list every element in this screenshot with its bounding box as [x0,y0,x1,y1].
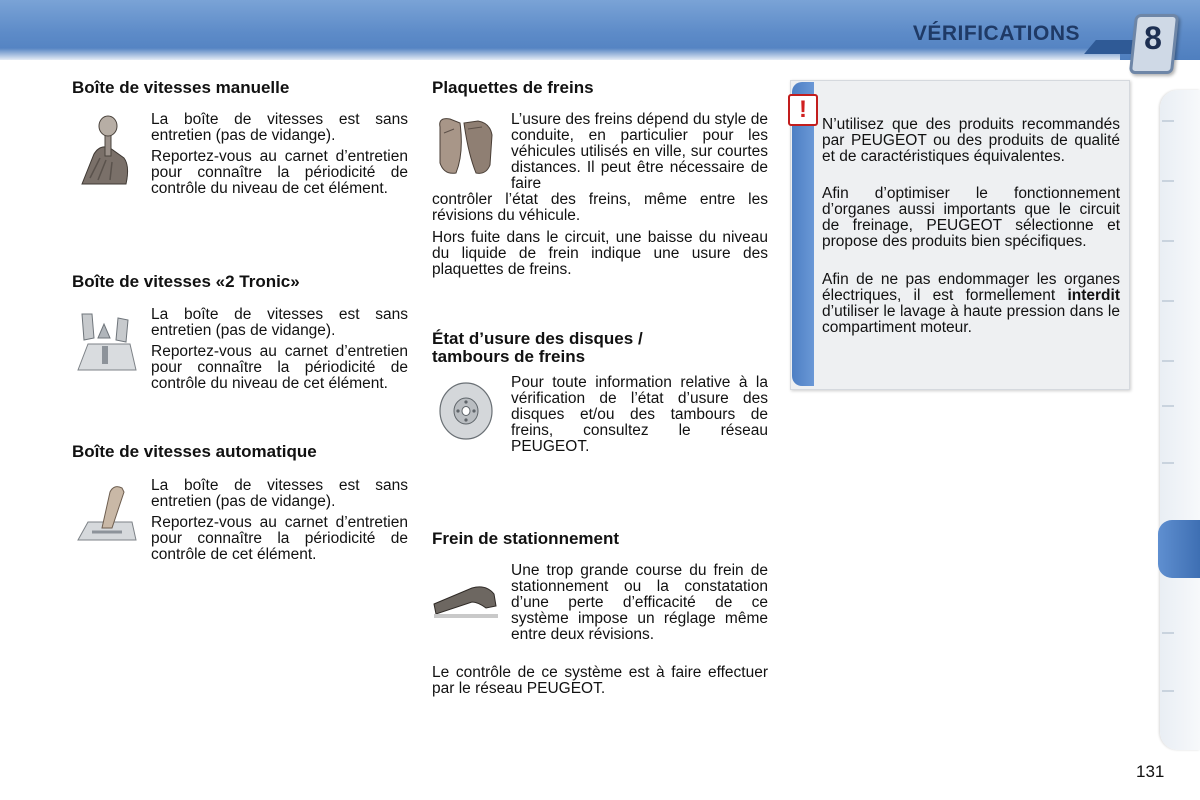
automatic-gearbox-text-1: La boîte de vitesses est sans entretien (pas de vidange). [151,477,408,510]
side-tab-divider [1162,180,1174,182]
parking-brake-icon [432,578,500,627]
manual-gearbox-text-2: Reportez-vous au carnet d’entretien pour connaître la périodicité de contrôle du niveau de cet élément. [151,148,408,197]
side-tab-divider [1162,360,1174,362]
side-tab-divider [1162,240,1174,242]
manual-gearbox-heading: Boîte de vitesses manuelle [72,78,290,97]
discs-text-1: Pour toute information relative à la vérification de l’état d’usure des disques et/ou des tambours de freins, consultez le réseau PEUGEOT. [511,374,768,455]
side-tab-divider [1162,632,1174,634]
brake-disc-icon [436,380,496,447]
brake-pads-text-2: Hors fuite dans le circuit, une baisse du niveau du liquide de frein indique une usure des plaquettes de freins. [432,229,768,278]
side-tab-rail [1160,90,1200,750]
discs-heading-line-1: État d’usure des disques / [432,329,643,348]
warning-text-3-start: Afin de ne pas endommager les organes électriques, il est formellement [822,271,1120,304]
side-tab-divider [1162,300,1174,302]
automatic-selector-icon [76,482,138,553]
tronic-gearbox-text-2: Reportez-vous au carnet d’entretien pour connaître la périodicité de contrôle du niveau de cet élément. [151,343,408,392]
warning-text-3-bold: interdit [1067,287,1120,304]
chapter-number: 8 [1144,20,1162,56]
side-tab-divider [1162,462,1174,464]
tronic-selector-icon [74,310,140,381]
side-tab-divider [1162,405,1174,407]
brake-pads-text-1b: contrôler l’état des freins, même entre les révisions du véhicule. [432,191,768,224]
side-tab-active[interactable] [1158,520,1200,578]
manual-gearstick-icon [76,114,136,191]
tronic-gearbox-text-1: La boîte de vitesses est sans entretien (pas de vidange). [151,306,408,339]
warning-text-1: N’utilisez que des produits recommandés par PEUGEOT ou des produits de qualité et de caractéristiques équivalentes. [822,116,1120,165]
parking-brake-text-2: Le contrôle de ce système est à faire effectuer par le réseau PEUGEOT. [432,664,768,697]
discs-heading-line-2: tambours de freins [432,347,586,366]
brake-pads-icon [434,113,500,184]
warning-text-2: Afin d’optimiser le fonctionnement d’organes aussi importants que le circuit de freinage, PEUGEOT sélectionne et propose des produits bien spécifiques. [822,185,1120,250]
warning-exclamation-icon: ! [788,94,818,126]
automatic-gearbox-heading: Boîte de vitesses automatique [72,442,317,461]
warning-stripe [792,82,814,386]
page-number: 131 [1136,762,1165,781]
side-tab-divider [1162,690,1174,692]
warning-text-3-end: d’utiliser le lavage à haute pression dans le compartiment moteur. [822,303,1120,336]
parking-brake-heading: Frein de stationnement [432,529,620,548]
automatic-gearbox-text-2: Reportez-vous au carnet d’entretien pour connaître la périodicité de contrôle de cet élément. [151,514,408,563]
warning-text-3 [822,272,1120,336]
manual-gearbox-text-1: La boîte de vitesses est sans entretien (pas de vidange). [151,111,408,144]
brake-pads-heading: Plaquettes de freins [432,78,594,97]
header-fade [0,48,1120,60]
brake-pads-text-1a: L’usure des freins dépend du style de conduite, en particulier pour les véhicules utilisés en ville, sur courtes distances. Il peut être nécessaire de faire [511,111,768,192]
side-tab-divider [1162,120,1174,122]
tronic-gearbox-heading: Boîte de vitesses «2 Tronic» [72,272,300,291]
section-title: VÉRIFICATIONS [912,22,1080,45]
parking-brake-text-1: Une trop grande course du frein de stationnement ou la constatation d’une perte d’efficacité de ce système impose un réglage même entre deux révisions. [511,562,768,643]
